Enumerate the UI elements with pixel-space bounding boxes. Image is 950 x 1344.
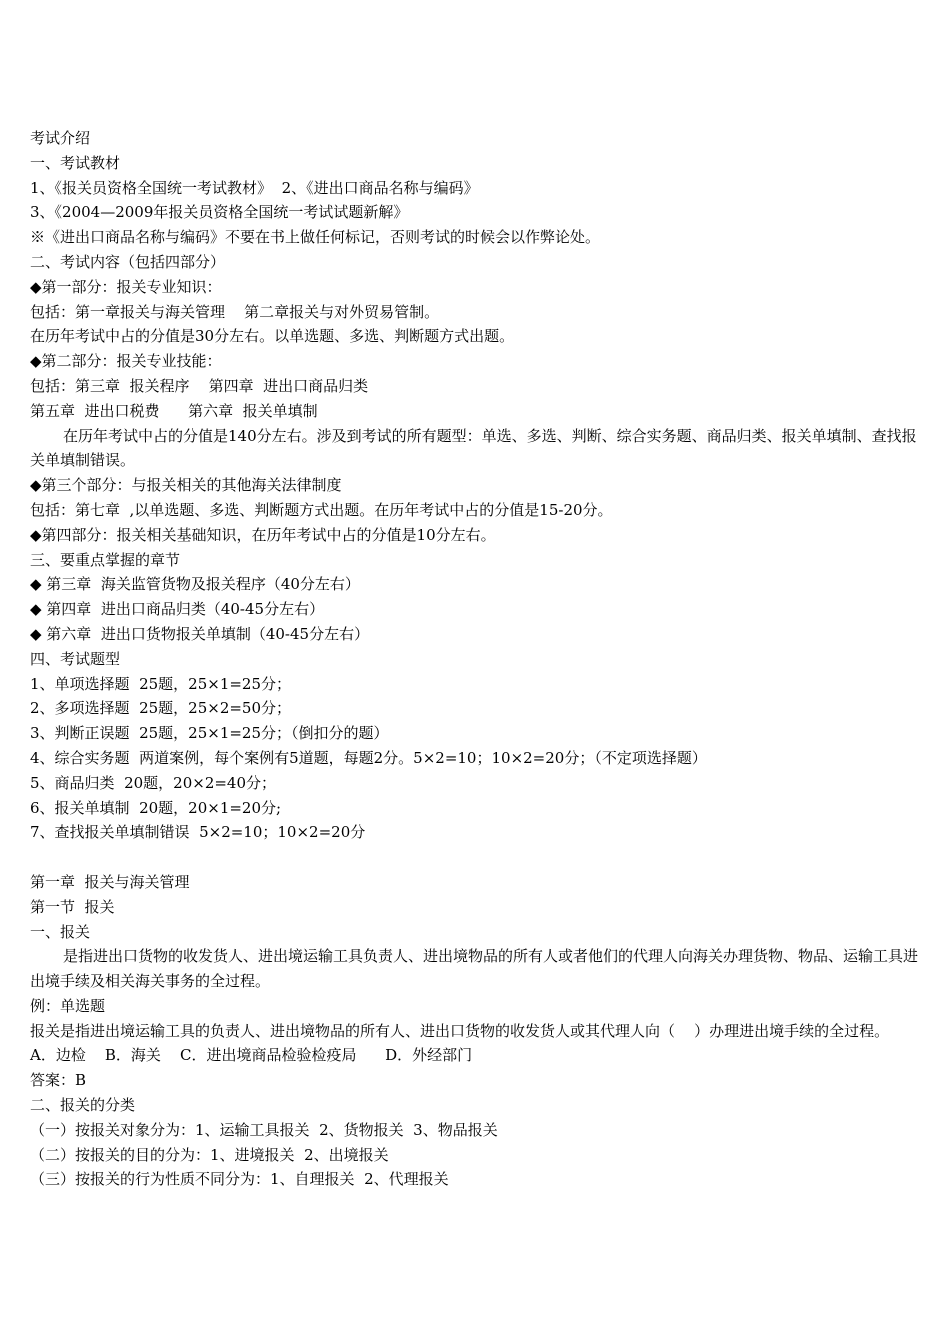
text-line: 报关是指进出境运输工具的负责人、进出境物品的所有人、进出口货物的收发货人或其代理人向（ ）办理进出境手续的全过程。	[30, 1021, 890, 1040]
text-line: 二、报关的分类	[30, 1096, 136, 1115]
text-line: 一、考试教材	[30, 153, 121, 172]
text-line: 2、多项选择题 25题，25×2=50分；	[30, 699, 292, 718]
text-line: （三）按报关的行为性质不同分为：1、自理报关 2、代理报关	[30, 1170, 449, 1189]
text-line: （二）按报关的目的分为：1、进境报关 2、出境报关	[30, 1145, 389, 1164]
text-line: ※《进出口商品名称与编码》不要在书上做任何标记，否则考试的时候会以作弊论处。	[30, 228, 601, 247]
text-line: 3、《2004—2009年报关员资格全国统一考试试题新解》	[30, 203, 409, 222]
text-line: 6、报关单填制 20题，20×1=20分;	[30, 798, 282, 817]
document-body	[30, 126, 925, 1192]
text-line: （一）按报关对象分为：1、运输工具报关 2、货物报关 3、物品报关	[30, 1120, 498, 1139]
text-line: 答案：B	[30, 1071, 87, 1090]
text-line: ◆第三个部分：与报关相关的其他海关法律制度	[30, 476, 342, 495]
text-line: 二、考试内容（包括四部分）	[30, 252, 226, 271]
text-line: 第一章 报关与海关管理	[30, 872, 190, 891]
text-line: 包括：第七章 ,以单选题、多选、判断题方式出题。在历年考试中占的分值是15-20分。	[30, 500, 613, 519]
text-line: 包括：第一章报关与海关管理 第二章报关与对外贸易管制。	[30, 302, 440, 321]
text-line: 1、单项选择题 25题，25×1=25分；	[30, 674, 292, 693]
text-line: ◆第一部分：报关专业知识：	[30, 277, 222, 296]
text-line: ◆第四部分：报关相关基础知识，在历年考试中占的分值是10分左右。	[30, 525, 496, 544]
text-line: ◆ 第四章 进出口商品归类（40-45分左右）	[30, 600, 325, 619]
text-line: 1、《报关员资格全国统一考试教材》 2、《进出口商品名称与编码》	[30, 178, 479, 197]
text-line: 考试介绍	[30, 129, 91, 147]
text-line: 7、查找报关单填制错误 5×2=10；10×2=20分	[30, 823, 366, 842]
text-line: A．边检 B．海关 C．进出境商品检验检疫局 D．外经部门	[30, 1046, 473, 1065]
text-line: 四、考试题型	[30, 649, 121, 668]
text-line: 三、要重点掌握的章节	[30, 550, 181, 569]
text-line: 例：单选题	[30, 996, 106, 1015]
text-line: 包括：第三章 报关程序 第四章 进出口商品归类	[30, 376, 369, 395]
text-line: 第五章 进出口税费 第六章 报关单填制	[30, 401, 318, 420]
text-line: 5、商品归类 20题，20×2=40分；	[30, 773, 277, 792]
text-line: ◆第二部分：报关专业技能：	[30, 352, 222, 371]
blank-line	[30, 845, 925, 870]
text-line: 第一节 报关	[30, 897, 115, 916]
text-line: 一、报关	[30, 922, 91, 941]
text-line: ◆ 第六章 进出口货物报关单填制（40-45分左右）	[30, 624, 370, 643]
text-line: 在历年考试中占的分值是30分左右。以单选题、多选、判断题方式出题。	[30, 327, 515, 346]
text-line: ◆ 第三章 海关监管货物及报关程序（40分左右）	[30, 575, 360, 594]
text-line: 在历年考试中占的分值是140分左右。涉及到考试的所有题型：单选、多选、判断、综合实务题、商品归类、报关单填制、查找报关单填制错误。	[30, 426, 917, 470]
text-line: 是指进出口货物的收发货人、进出境运输工具负责人、进出境物品的所有人或者他们的代理人向海关办理货物、物品、运输工具进出境手续及相关海关事务的全过程。	[30, 947, 919, 991]
text-line: 3、判断正误题 25题，25×1=25分；（倒扣分的题）	[30, 724, 389, 743]
text-line: 4、综合实务题 两道案例，每个案例有5道题，每题2分。5×2=10；10×2=20分；（不定项选择题）	[30, 748, 707, 767]
